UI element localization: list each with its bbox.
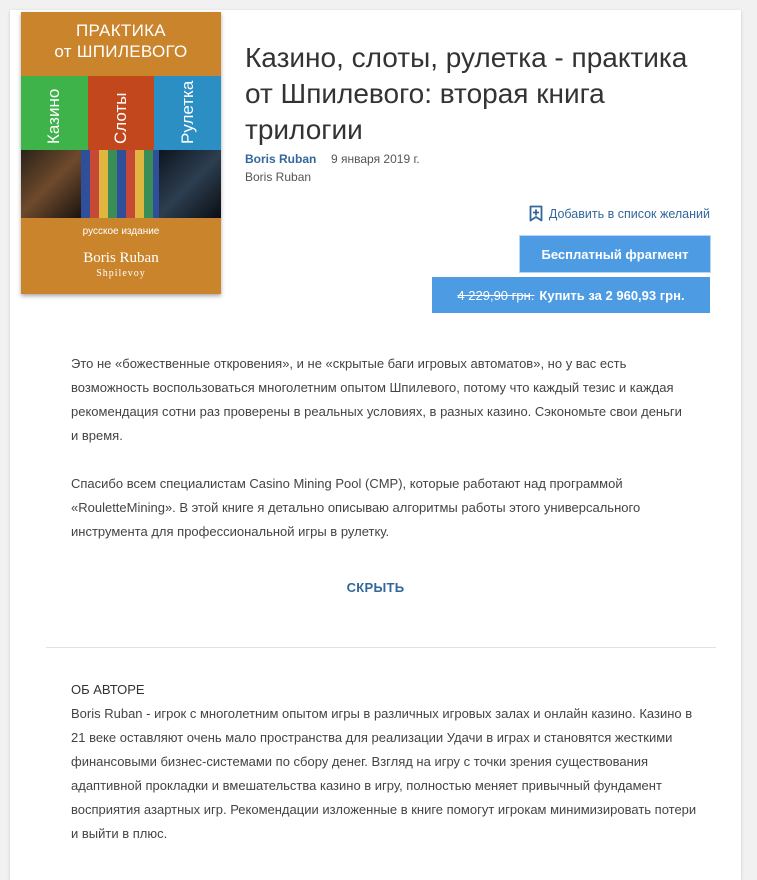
cover-photo-player [21, 150, 81, 218]
publisher: Boris Ruban [245, 170, 312, 184]
cover-title-line1: ПРАКТИКА [76, 21, 166, 40]
wishlist-label: Добавить в список желаний [548, 206, 710, 221]
cover-band-casino [21, 76, 88, 150]
description-paragraph: Это не «божественные откровения», и не «скрытые баги игровых автоматов», но у вас есть возможность воспользоваться многолетним опытом Шпилевого, потому что каждый тезис и каждая рекомендация сотни раз проверены в реальных условиях, в разных казино. Сэкономьте свои деньги и время. [71, 356, 682, 443]
book-card [10, 10, 741, 880]
cover-photo-strip [21, 150, 221, 218]
section-divider [46, 647, 716, 648]
free-sample-button[interactable]: Бесплатный фрагмент [520, 236, 710, 272]
cover-band-label: Рулетка [177, 80, 197, 144]
wishlist-link[interactable] [529, 205, 710, 222]
cover-band-label: Слоты [111, 92, 130, 144]
bookmark-add-icon [529, 205, 543, 222]
hide-description-link[interactable]: СКРЫТЬ [346, 580, 405, 595]
old-price: 4 229,90 грн. [457, 287, 535, 303]
cover-bands [21, 76, 221, 150]
book-cover[interactable] [21, 12, 221, 294]
book-description [71, 352, 691, 568]
cover-subtitle: русское издание [82, 226, 160, 237]
cover-band-slots [88, 76, 155, 150]
cover-band-label: Казино [44, 88, 64, 144]
about-author-text: Boris Ruban - игрок с многолетним опытом игры в различных игровых залах и онлайн казино. Казино в 21 веке оставляют очень мало пространства для реализации Удачи в играх и становятся жесткими финансовыми бизнес-системами по сбору денег. Взгляд на игру с точки зрения существования адаптивной прокладки и вмешательства казино в игру, полностью меняет привычный фундамент восприятия азартных игр. Рекомендации изложенные в книге помогут игрокам минимизировать потери и выйти в плюс. [71, 706, 697, 841]
cover-title-line2: от ШПИЛЕВОГО [54, 42, 188, 61]
cover-alias: Shpilevoy [96, 268, 146, 279]
author-link[interactable]: Boris Ruban [245, 152, 317, 166]
cover-photo-slots [81, 150, 159, 218]
cover-author: Boris Ruban [83, 250, 159, 266]
buy-label: Купить за 2 960,93 грн. [539, 287, 685, 303]
publish-date: 9 января 2019 г. [331, 152, 420, 166]
buy-button[interactable] [432, 277, 710, 313]
cover-title [21, 20, 221, 62]
book-title: Казино, слоты, рулетка - практика от Шпилевого: вторая книга трилогии [245, 42, 688, 145]
cover-band-roulette [154, 76, 221, 150]
description-paragraph: Спасибо всем специалистам Casino Mining Pool (CMP), которые работают над программой «RouletteMining». В этой книге я детально описываю алгоритмы работы этого универсального инструмента для профессиональной игры в рулетку. [71, 476, 641, 539]
cover-photo-roulette [159, 150, 221, 218]
about-author-heading: ОБ АВТОРЕ [71, 682, 145, 697]
